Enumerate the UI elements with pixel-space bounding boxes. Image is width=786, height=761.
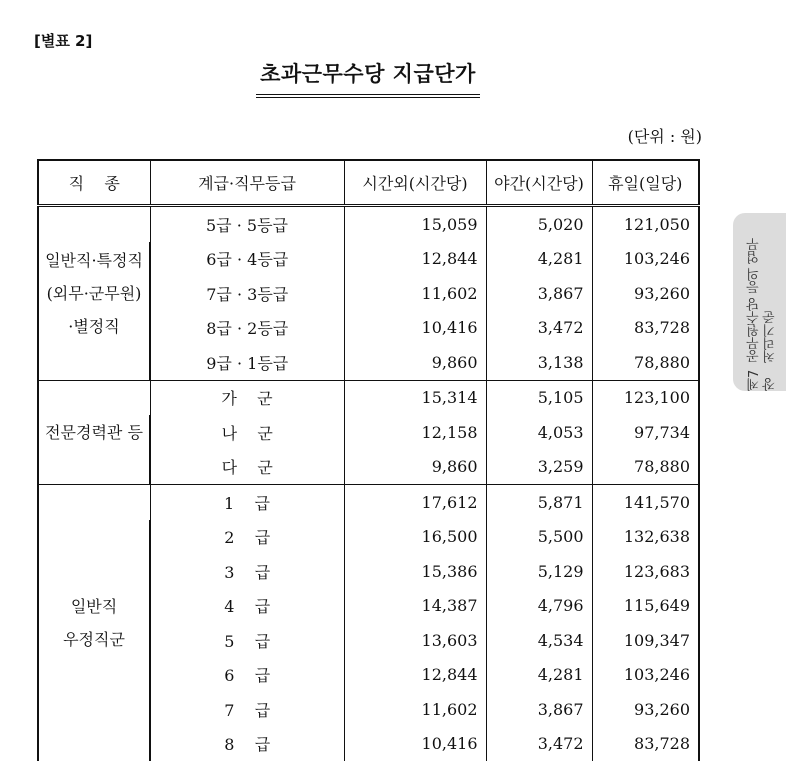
night-cell: 4,534 — [486, 623, 592, 658]
appendix-label: [별표 2] — [34, 30, 92, 51]
holiday-cell: 83,728 — [592, 311, 699, 346]
overtime-cell: 10,416 — [344, 727, 486, 761]
grade-cell: 5 급 — [150, 623, 344, 658]
grade-cell: 1 급 — [150, 485, 344, 520]
overtime-cell: 15,059 — [344, 206, 486, 242]
grade-cell: 가 군 — [150, 380, 344, 415]
holiday-cell: 115,649 — [592, 589, 699, 624]
side-tab-text — [747, 223, 779, 391]
holiday-cell: 78,880 — [592, 450, 699, 485]
grade-cell: 나 군 — [150, 415, 344, 450]
category-cell: 전문경력관 등 — [38, 380, 150, 485]
night-cell: 3,472 — [486, 727, 592, 761]
night-cell: 3,259 — [486, 450, 592, 485]
holiday-cell: 123,100 — [592, 380, 699, 415]
header-job-type: 직 종 — [38, 160, 150, 206]
overtime-cell: 12,844 — [344, 658, 486, 693]
overtime-cell: 15,386 — [344, 554, 486, 589]
night-cell: 5,500 — [486, 520, 592, 555]
night-cell: 4,281 — [486, 658, 592, 693]
overtime-cell: 12,844 — [344, 242, 486, 277]
grade-cell: 다 군 — [150, 450, 344, 485]
grade-cell: 8 급 — [150, 727, 344, 761]
category-cell: 일반직 우정직군 — [38, 485, 150, 761]
unit-note: (단위 : 원) — [628, 124, 702, 147]
holiday-cell: 121,050 — [592, 206, 699, 242]
document-title: 초과근무수당 지급단가 — [256, 58, 480, 98]
holiday-cell: 93,260 — [592, 276, 699, 311]
grade-cell: 7급 · 3등급 — [150, 276, 344, 311]
overtime-cell: 13,603 — [344, 623, 486, 658]
night-cell: 5,129 — [486, 554, 592, 589]
grade-cell: 6 급 — [150, 658, 344, 693]
table-header-row — [38, 160, 699, 206]
holiday-cell: 93,260 — [592, 692, 699, 727]
header-overtime: 시간외(시간당) — [344, 160, 486, 206]
holiday-cell: 109,347 — [592, 623, 699, 658]
night-cell: 5,105 — [486, 380, 592, 415]
holiday-cell: 141,570 — [592, 485, 699, 520]
holiday-cell: 97,734 — [592, 415, 699, 450]
grade-cell: 6급 · 4등급 — [150, 242, 344, 277]
night-cell: 3,867 — [486, 692, 592, 727]
overtime-cell: 9,860 — [344, 450, 486, 485]
holiday-cell: 123,683 — [592, 554, 699, 589]
overtime-cell: 16,500 — [344, 520, 486, 555]
overtime-cell: 10,416 — [344, 311, 486, 346]
table-body — [38, 206, 699, 761]
grade-cell: 3 급 — [150, 554, 344, 589]
holiday-cell: 78,880 — [592, 345, 699, 380]
chapter-side-tab[interactable] — [733, 213, 786, 391]
side-tab-title: 공무원수당 등의 업무 처리기준 — [747, 223, 779, 363]
side-tab-chapter: 제7장 — [747, 365, 779, 391]
holiday-cell: 103,246 — [592, 242, 699, 277]
title-container — [0, 58, 736, 98]
table-row — [38, 206, 699, 242]
grade-cell: 8급 · 2등급 — [150, 311, 344, 346]
grade-cell: 4 급 — [150, 589, 344, 624]
overtime-cell: 11,602 — [344, 692, 486, 727]
table-row — [38, 380, 699, 415]
grade-cell: 7 급 — [150, 692, 344, 727]
overtime-cell: 17,612 — [344, 485, 486, 520]
holiday-cell: 132,638 — [592, 520, 699, 555]
night-cell: 3,138 — [486, 345, 592, 380]
night-cell: 3,472 — [486, 311, 592, 346]
night-cell: 4,053 — [486, 415, 592, 450]
overtime-cell: 9,860 — [344, 345, 486, 380]
grade-cell: 2 급 — [150, 520, 344, 555]
overtime-cell: 14,387 — [344, 589, 486, 624]
grade-cell: 5급 · 5등급 — [150, 206, 344, 242]
night-cell: 3,867 — [486, 276, 592, 311]
header-holiday: 휴일(일당) — [592, 160, 699, 206]
night-cell: 5,871 — [486, 485, 592, 520]
holiday-cell: 83,728 — [592, 727, 699, 761]
night-cell: 5,020 — [486, 206, 592, 242]
overtime-rate-table — [37, 159, 700, 761]
table-row — [38, 485, 699, 520]
night-cell: 4,281 — [486, 242, 592, 277]
grade-cell: 9급 · 1등급 — [150, 345, 344, 380]
category-cell: 일반직·특정직 (외무·군무원) ·별정직 — [38, 206, 150, 381]
holiday-cell: 103,246 — [592, 658, 699, 693]
overtime-cell: 15,314 — [344, 380, 486, 415]
overtime-cell: 12,158 — [344, 415, 486, 450]
night-cell: 4,796 — [486, 589, 592, 624]
header-grade: 계급·직무등급 — [150, 160, 344, 206]
header-night: 야간(시간당) — [486, 160, 592, 206]
overtime-cell: 11,602 — [344, 276, 486, 311]
